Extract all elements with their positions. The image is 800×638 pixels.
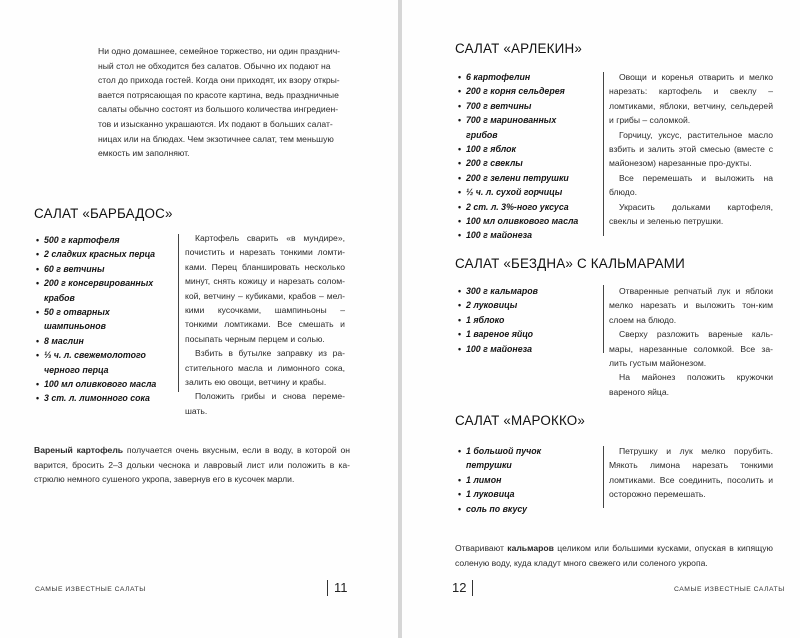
ingredient-item: • 1 вареное яйцо — [458, 327, 600, 341]
ingredient-item: • 100 г майонеза — [458, 342, 600, 356]
ingredient-item: • 100 г майонеза — [458, 228, 600, 242]
ingredient-item: • 3 ст. л. лимонного сока — [36, 391, 176, 405]
ingredient-item: • 2 ст. л. 3%-ного уксуса — [458, 200, 600, 214]
ingredient-item: крабов — [44, 292, 75, 303]
ingredient-item: • 200 г консервированных — [36, 276, 176, 290]
ingredient-item: • соль по вкусу — [458, 502, 600, 516]
recipe-title-bezdna: САЛАТ «БЕЗДНА» С КАЛЬМАРАМИ — [455, 256, 685, 271]
recipe-title-barbados: САЛАТ «БАРБАДОС» — [34, 206, 173, 221]
divider-line — [603, 446, 604, 508]
left-page — [0, 0, 398, 638]
ingredient-list-marokko — [458, 444, 600, 516]
page-number: 11 — [334, 580, 348, 595]
intro-paragraph — [98, 44, 354, 161]
instruction-paragraph: Взбить в бутылке заправку из ра-стительного масла и лимонного сока, залить ею овощи, ветчину и крабы. — [185, 348, 345, 388]
tip-prefix: Отваривают — [455, 543, 508, 553]
ingredient-item: • ⅓ ч. л. свежемолотого — [36, 348, 176, 362]
ingredient-item: • 60 г ветчины — [36, 262, 176, 276]
instructions-arlekin — [609, 70, 773, 228]
intro-line: тов и изысканно украшаются. Их подают в больших салат- — [98, 118, 333, 129]
ingredient-list-bezdna — [458, 284, 600, 356]
ingredient-item: • 500 г картофеля — [36, 233, 176, 247]
ingredient-item: • 100 мл оливкового масла — [36, 377, 176, 391]
ingredient-item: • 700 г маринованных — [458, 113, 600, 127]
footer-separator — [327, 580, 328, 596]
ingredient-item: шампиньонов — [44, 321, 106, 332]
ingredient-item: • 2 луковицы — [458, 298, 600, 312]
ingredient-item: черного перца — [44, 364, 109, 375]
ingredient-item: • 50 г отварных — [36, 305, 176, 319]
ingredient-item: грибов — [466, 129, 498, 140]
ingredient-item: • 1 большой пучок — [458, 444, 600, 458]
instruction-paragraph: Положить грибы и снова переме-шать. — [185, 391, 345, 416]
ingredient-item: • 300 г кальмаров — [458, 284, 600, 298]
ingredient-item: • 200 г свеклы — [458, 156, 600, 170]
right-page — [402, 0, 800, 638]
ingredient-item: • 200 г корня сельдерея — [458, 84, 600, 98]
ingredient-list-barbados — [36, 233, 176, 406]
tip-bold-term: Вареный картофель — [34, 445, 124, 455]
instruction-paragraph: Отваренные репчатый лук и яблоки мелко нарезать и выложить тон-ким слоем на блюдо. — [609, 286, 773, 325]
ingredient-item: • 8 маслин — [36, 334, 176, 348]
instruction-paragraph: Горчицу, уксус, растительное масло взбить и залить этой смесью (вместе с майонезом) нарезанные про-дукты. — [609, 129, 773, 169]
instruction-paragraph: Украсить дольками картофеля, свеклы и зеленью петрушки. — [609, 201, 773, 227]
ingredient-item: • 100 г яблок — [458, 142, 600, 156]
tip-text: получается очень вкусным, если в воду, в которой он варится, бросить 2–3 дольки чеснока и лавровый лист или положить в ка-стрюлю немного сушеного укропа, завернув его в кусочек марли. — [34, 445, 350, 485]
intro-line: ный стол не обходится без салатов. Обычно их подают на — [98, 60, 331, 71]
divider-line — [178, 234, 179, 392]
instruction-paragraph: Картофель сварить «в мундире», почистить и нарезать тонкими ломти-ками. Перец бланшировать несколько минут, снять кожицу и нарезать солом-кой, ветчину – кубиками, крабов – мел-кими кусочками, шампиньоны – тонкими ломтиками. Все смешать и посыпать черным перцем и солью. — [185, 233, 345, 344]
recipe-title-arlekin: САЛАТ «АРЛЕКИН» — [455, 41, 582, 56]
intro-line: ницах или на блюдах. Чем экзотичнее салат, тем меньшую — [98, 133, 334, 144]
instruction-paragraph: Все перемешать и выложить на блюдо. — [609, 172, 773, 198]
ingredient-item: • 6 картофелин — [458, 70, 600, 84]
running-title: САМЫЕ ИЗВЕСТНЫЕ САЛАТЫ — [674, 586, 785, 593]
recipe-title-marokko: САЛАТ «МАРОККО» — [455, 413, 586, 428]
ingredient-item: петрушки — [466, 460, 512, 471]
instructions-bezdna — [609, 284, 773, 399]
intro-line: салаты обычно состоят из большого количества ингредиен- — [98, 104, 339, 115]
running-title: САМЫЕ ИЗВЕСТНЫЕ САЛАТЫ — [35, 586, 146, 593]
instructions-barbados — [185, 231, 345, 418]
tip-boiled-potatoes — [34, 443, 350, 487]
footer-separator — [472, 580, 473, 596]
ingredient-item: • ½ ч. л. сухой горчицы — [458, 185, 600, 199]
tip-bold-term: кальмаров — [507, 543, 554, 553]
intro-line: Ни одно домашнее, семейное торжество, ни один празднич- — [98, 46, 341, 56]
ingredient-list-arlekin — [458, 70, 600, 243]
ingredient-item: • 200 г зелени петрушки — [458, 171, 600, 185]
intro-line: стол до прихода гостей. Когда они приходят, их взору откры- — [98, 75, 340, 86]
tip-squid — [455, 541, 773, 570]
instructions-marokko — [609, 444, 773, 502]
instruction-paragraph: На майонез положить кружочки вареного яйца. — [609, 372, 773, 397]
instruction-paragraph: Петрушку и лук мелко порубить. Мякоть лимона нарезать тонкими ломтиками. Все соединить, посолить и осторожно перемешать. — [609, 446, 773, 500]
ingredient-item: • 1 лимон — [458, 473, 600, 487]
divider-line — [603, 285, 604, 353]
instruction-paragraph: Овощи и коренья отварить и мелко нарезать: картофель и свеклу – ломтиками, яблоки, ветчину, сельдерей и грибы – соломкой. — [609, 72, 773, 126]
ingredient-item: • 2 сладких красных перца — [36, 247, 176, 261]
ingredient-item: • 1 яблоко — [458, 313, 600, 327]
ingredient-item: • 100 мл оливкового масла — [458, 214, 600, 228]
intro-line: вается потрясающая по красоте картина, ведь праздничные — [98, 89, 339, 100]
ingredient-item: • 1 луковица — [458, 487, 600, 501]
page-number: 12 — [452, 580, 467, 595]
tip-text: целиком или большими кусками, опуская в кипящую соленую воду, куда кладут много свежего или соленого укропа. — [455, 543, 774, 568]
divider-line — [603, 72, 604, 236]
instruction-paragraph: Сверху разложить вареные каль-мары, нарезанные соломкой. Все за-лить густым майонезом. — [609, 329, 773, 369]
ingredient-item: • 700 г ветчины — [458, 99, 600, 113]
intro-line: емкость им заполняют. — [98, 148, 190, 159]
